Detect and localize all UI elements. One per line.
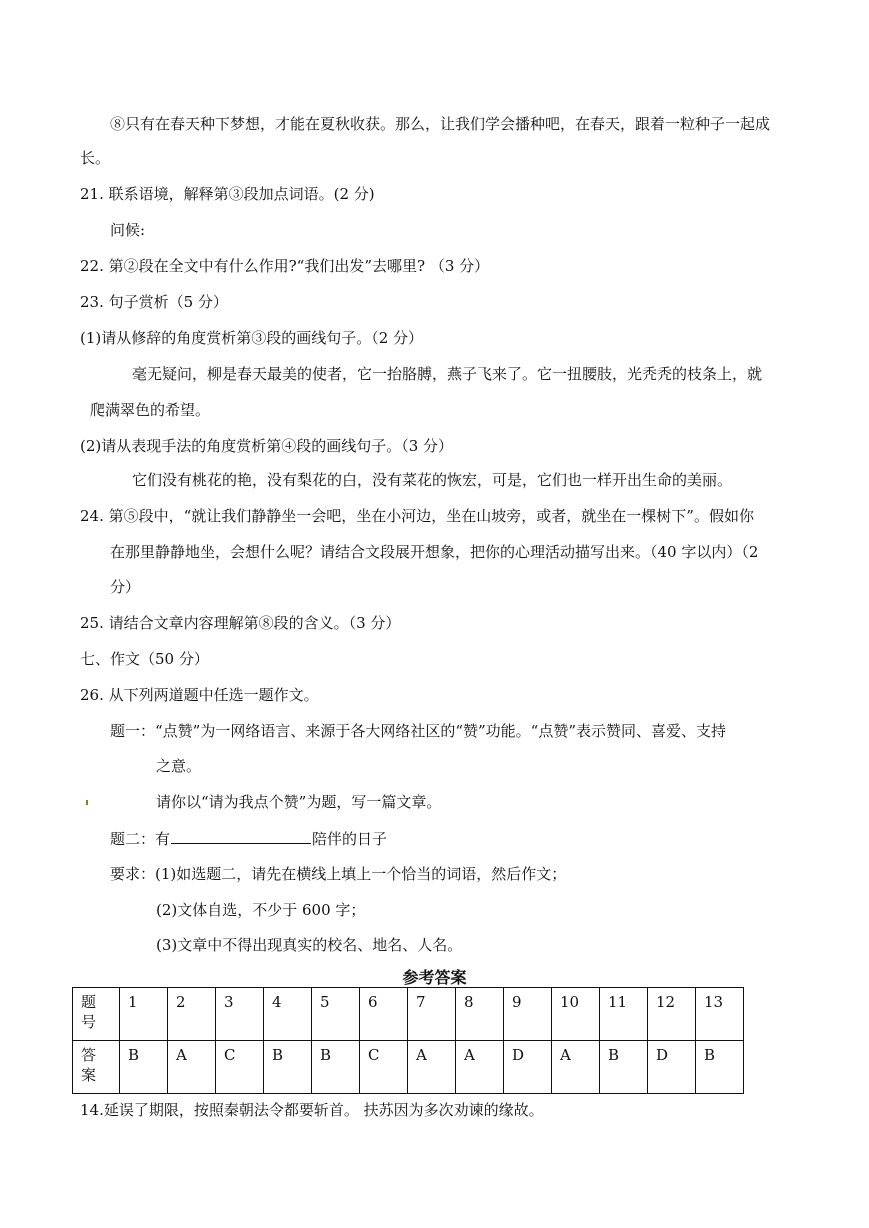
question-23-part1: (1)请从修辞的角度赏析第③段的画线句子。（2 分）: [80, 329, 424, 347]
question-number-cell: 1: [120, 988, 168, 1041]
answer-cell: A: [408, 1041, 456, 1094]
answer-cell: C: [216, 1041, 264, 1094]
question-number-cell: 13: [696, 988, 744, 1041]
answer-table: [72, 987, 744, 1094]
table-header-cell: 题 号: [73, 988, 120, 1041]
question-22: 22. 第②段在全文中有什么作用?“我们出发”去哪里? （3 分）: [80, 257, 490, 275]
requirement-3: (3)文章中不得出现真实的校名、地名、人名。: [156, 936, 463, 954]
answer-cell: A: [552, 1041, 600, 1094]
fill-in-blank: [171, 828, 311, 844]
topic-2-prefix: 题二：有: [110, 830, 171, 848]
answer-cell: A: [168, 1041, 216, 1094]
answer-cell: B: [600, 1041, 648, 1094]
question-number-cell: 12: [648, 988, 696, 1041]
table-header-cell: 答 案: [73, 1041, 120, 1094]
requirement-1: 要求：(1)如选题二，请先在横线上填上一个恰当的词语，然后作文；: [110, 865, 567, 883]
question-23: 23. 句子赏析（5 分）: [80, 293, 228, 311]
answer-key-title: 参考答案: [402, 968, 467, 987]
topic-1-line1: 题一：“点赞”为一网络语言、来源于各大网络社区的“赞”功能。“点赞”表示赞同、喜爱、支持: [110, 722, 727, 740]
topic-2-suffix: 陪伴的日子: [312, 830, 388, 848]
answer-cell: B: [696, 1041, 744, 1094]
quoted-sentence-1-line2: 爬满翠色的希望。: [90, 401, 211, 419]
answer-cell: D: [504, 1041, 552, 1094]
question-number-cell: 9: [504, 988, 552, 1041]
question-number-cell: 5: [312, 988, 360, 1041]
question-24-line1: 24. 第⑤段中，“就让我们静静坐一会吧，坐在小河边，坐在山坡旁，或者，就坐在一棵树下”。假如你: [80, 507, 754, 525]
topic-2: [110, 828, 387, 849]
question-number-cell: 11: [600, 988, 648, 1041]
quoted-sentence-1-line1: 毫无疑问，柳是春天最美的使者，它一抬胳膊，燕子飞来了。它一扭腰肢，光秃秃的枝条上，就: [132, 365, 763, 383]
question-number-cell: 6: [360, 988, 408, 1041]
paragraph-8-line1: ⑧只有在春天种下梦想，才能在夏秋收获。那么，让我们学会播种吧，在春天，跟着一粒种子一起成: [110, 115, 771, 133]
question-23-part2: (2)请从表现手法的角度赏析第④段的画线句子。（3 分）: [80, 437, 454, 455]
topic-1-line2: 之意。: [156, 757, 202, 775]
answer-cell: B: [312, 1041, 360, 1094]
question-21-answer-label: 问候:: [110, 221, 146, 239]
section-7-heading: 七、作文（50 分）: [80, 650, 209, 668]
answer-cell: B: [264, 1041, 312, 1094]
question-number-cell: 4: [264, 988, 312, 1041]
question-25: 25. 请结合文章内容理解第⑧段的含义。（3 分）: [80, 614, 401, 632]
question-26: 26. 从下列两道题中任选一题作文。: [80, 686, 319, 704]
question-number-cell: 7: [408, 988, 456, 1041]
answer-cell: C: [360, 1041, 408, 1094]
question-21: 21. 联系语境，解释第③段加点词语。(2 分): [80, 185, 375, 203]
question-number-cell: 8: [456, 988, 504, 1041]
question-number-cell: 10: [552, 988, 600, 1041]
table-row: [73, 1041, 744, 1094]
answer-14: 14.延误了期限，按照秦朝法令都要斩首。 扶苏因为多次劝谏的缘故。: [80, 1101, 544, 1119]
question-number-cell: 2: [168, 988, 216, 1041]
table-row: [73, 988, 744, 1041]
paragraph-8-line2: 长。: [80, 149, 111, 167]
stray-mark: [86, 800, 88, 805]
answer-cell: A: [456, 1041, 504, 1094]
quoted-sentence-2: 它们没有桃花的艳，没有梨花的白，没有菜花的恢宏，可是，它们也一样开出生命的美丽。: [132, 471, 733, 489]
topic-1-line3: 请你以“请为我点个赞”为题，写一篇文章。: [156, 793, 442, 811]
answer-cell: B: [120, 1041, 168, 1094]
question-24-line3: 分）: [110, 578, 141, 596]
question-number-cell: 3: [216, 988, 264, 1041]
requirement-2: (2)文体自选，不少于 600 字；: [156, 901, 366, 919]
question-24-line2: 在那里静静地坐，会想什么呢？请结合文段展开想象，把你的心理活动描写出来。（40 字以内）（2: [110, 543, 759, 561]
answer-cell: D: [648, 1041, 696, 1094]
